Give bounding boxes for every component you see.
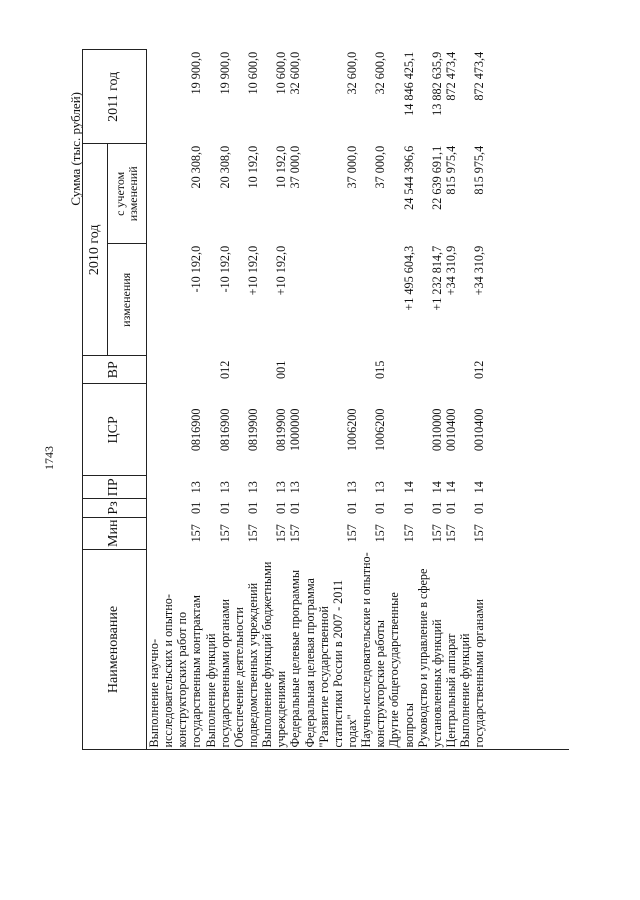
table-row [232,50,260,750]
cell-vr [288,356,302,384]
cell-csr [387,384,415,476]
cell-vr [303,356,360,384]
cell-min: 157 [189,524,204,543]
cell-2011: 10 600,0 [274,51,289,95]
cell-2011: 32 600,0 [288,51,303,95]
cell-with-changes: 24 544 396,6 [401,145,416,210]
cell-with-changes: 815 975,4 [472,145,487,195]
cell-with-changes: 20 308,0 [189,145,204,189]
cell-name: Федеральная целевая программа "Развитие государственной статистики России в 2007 - 2011 годах" [302,578,359,748]
table-left-border [82,749,569,750]
table-row [387,50,415,750]
cell-rz: 01 [189,501,204,514]
cell-rz: 01 [443,501,458,514]
cell-vr: 001 [274,360,289,379]
header-csr: ЦСР [83,384,147,476]
cell-2011: 32 600,0 [373,51,388,95]
cell-2011: 872 473,4 [443,51,458,101]
cell-csr: 0010400 [443,408,458,452]
cell-pr: 13 [373,481,388,494]
cell-rz: 01 [401,501,416,514]
cell-with-changes: 37 000,0 [344,145,359,189]
cell-csr: 0010000 [429,408,444,452]
cell-min: 157 [288,524,303,543]
cell-min: 157 [245,524,260,543]
cell-changes [288,244,302,356]
cell-name: Научно-исследовательские и опытно-конструкторские работы [359,552,388,748]
cell-2011: 19 900,0 [217,51,232,95]
cell-vr [416,356,444,384]
cell-vr [387,356,415,384]
cell-pr: 14 [443,481,458,494]
cell-pr: 14 [429,481,444,494]
table-row [303,50,360,750]
header-with-changes: с учетом изменений [108,144,147,244]
table-row [359,50,387,750]
header-rz: Рз [83,499,147,517]
header-min: Мин [83,517,147,549]
cell-vr: 012 [472,360,487,379]
cell-rz: 01 [472,501,487,514]
table-row [204,50,232,750]
cell-csr: 0816900 [189,408,204,452]
cell-csr: 1006200 [373,408,388,452]
cell-changes [303,244,360,356]
cell-changes: +34 310,9 [443,245,458,296]
cell-vr [232,356,260,384]
cell-2011: 32 600,0 [344,51,359,95]
cell-2011: 10 600,0 [245,51,260,95]
header-vr: ВР [83,356,147,384]
table-row [260,50,288,750]
cell-pr: 13 [217,481,232,494]
cell-vr [444,356,458,384]
cell-name: Другие общегосударственные вопросы [387,592,416,748]
page-number: 1743 [42,446,56,470]
cell-pr: 14 [472,481,487,494]
cell-changes: +10 192,0 [245,245,260,296]
cell-name: Центральный аппарат [443,633,458,748]
cell-min: 157 [401,524,416,543]
table-row [444,50,458,750]
cell-rz: 01 [274,501,289,514]
cell-changes: +10 192,0 [274,245,289,296]
cell-min: 157 [344,524,359,543]
cell-2011: 19 900,0 [189,51,204,95]
cell-name: Выполнение научно-исследовательских и опытно-конструкторских работ по государственным контрактам [147,594,204,748]
cell-pr: 14 [401,481,416,494]
cell-min: 157 [429,524,444,543]
cell-vr: 012 [217,360,232,379]
cell-changes: -10 192,0 [189,245,204,293]
cell-pr: 13 [288,481,303,494]
cell-2011: 13 882 635,9 [429,51,444,116]
cell-pr: 13 [344,481,359,494]
table-row [147,50,204,750]
cell-name: Выполнение функций государственными органами [203,599,232,748]
cell-with-changes: 37 000,0 [373,145,388,189]
cell-rz: 01 [344,501,359,514]
cell-name: Обеспечение деятельности подведомственных учреждений [231,582,260,748]
cell-with-changes: 37 000,0 [288,145,303,189]
cell-csr: 0010400 [472,408,487,452]
cell-2011: 14 846 425,1 [401,51,416,116]
budget-table [82,49,486,750]
cell-min: 157 [373,524,388,543]
cell-with-changes: 10 192,0 [274,145,289,189]
cell-with-changes: 10 192,0 [245,145,260,189]
units-note: Сумма (тыс. рублей) [68,92,83,206]
cell-csr: 0819900 [245,408,260,452]
table-row [416,50,444,750]
cell-vr: 015 [373,360,388,379]
cell-min: 157 [443,524,458,543]
cell-changes: +1 232 814,7 [429,245,444,311]
cell-csr: 0816900 [217,408,232,452]
cell-changes: -10 192,0 [217,245,232,293]
cell-name: Выполнение функций государственными органами [458,599,487,748]
cell-pr: 13 [245,481,260,494]
cell-with-changes: 815 975,4 [443,145,458,195]
table-body [147,50,487,750]
cell-rz: 01 [373,501,388,514]
cell-changes: +1 495 604,3 [401,245,416,311]
cell-name: Руководство и управление в сфере установленных функций [415,568,444,748]
cell-vr [147,356,204,384]
cell-changes: +34 310,9 [472,245,487,296]
cell-pr: 13 [189,481,204,494]
cell-rz: 01 [217,501,232,514]
header-changes: изменения [108,244,147,356]
cell-rz: 01 [429,501,444,514]
cell-changes [359,244,387,356]
cell-rz: 01 [245,501,260,514]
cell-with-changes: 20 308,0 [217,145,232,189]
table-row [458,50,486,750]
header-name: Наименование [83,550,147,750]
cell-name: Выполнение функций бюджетными учреждениями [260,561,289,748]
header-year-2010: 2010 год [83,144,108,356]
cell-min: 157 [217,524,232,543]
header-year-2011: 2011 год [83,50,147,144]
cell-csr: 1006200 [344,408,359,452]
cell-with-changes: 22 639 691,1 [429,145,444,210]
cell-csr: 1000000 [288,408,303,452]
table-row [288,50,302,750]
cell-pr: 13 [274,481,289,494]
header-pr: ПР [83,476,147,499]
cell-rz: 01 [288,501,303,514]
cell-min: 157 [472,524,487,543]
cell-min: 157 [274,524,289,543]
cell-csr: 0819900 [274,408,289,452]
cell-2011: 872 473,4 [472,51,487,101]
cell-name: Федеральные целевые программы [288,569,303,748]
